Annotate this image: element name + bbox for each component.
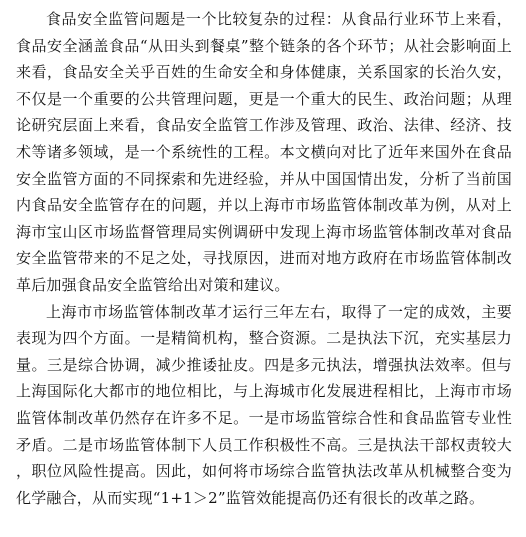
body-paragraph-1: 食品安全监管问题是一个比较复杂的过程：从食品行业环节上来看，食品安全涵盖食品“从田头到餐桌”整个链条的各个环节；从社会影响面上来看，食品安全关乎百姓的生命安全和身体健康，关系国家的长治久安，不仅是一个重要的公共管理问题，更是一个重大的民生、政治问题；从理论研究层面上来看，食品安全监管工作涉及管理、政治、法律、经济、技术等诸多领域，是一个系统性的工程。本文横向对比了近年来国外在食品安全监管方面的不同探索和先进经验，并从中国国情出发，分析了当前国内食品安全监管存在的问题，并以上海市市场监管体制改革为例，从对上海市宝山区市场监督管理局实例调研中发现上海市场监管体制改革对食品安全监管带来的不足之处，寻找原因，进而对地方政府在市场监管体制改革后加强食品安全监管给出对策和建议。 bbox=[16, 10, 512, 294]
body-paragraph-2: 上海市市场监管体制改革才运行三年左右，取得了一定的成效，主要表现为四个方面。一是精简机构，整合资源。二是执法下沉，充实基层力量。三是综合协调，减少推诿扯皮。四是多元执法，增强执法效率。但与上海国际化大都市的地位相比，与上海城市化发展进程相比，上海市市场监管体制改革仍然存在许多不足。一是市场监管综合性和食品监管专业性矛盾。二是市场监管体制下人员工作积极性不高。三是执法干部权责较大，职位风险性提高。因此，如何将市场综合监管执法改革从机械整合变为化学融合，从而实现“1+1＞2”监管效能提高仍还有很长的改革之路。 bbox=[16, 302, 512, 507]
